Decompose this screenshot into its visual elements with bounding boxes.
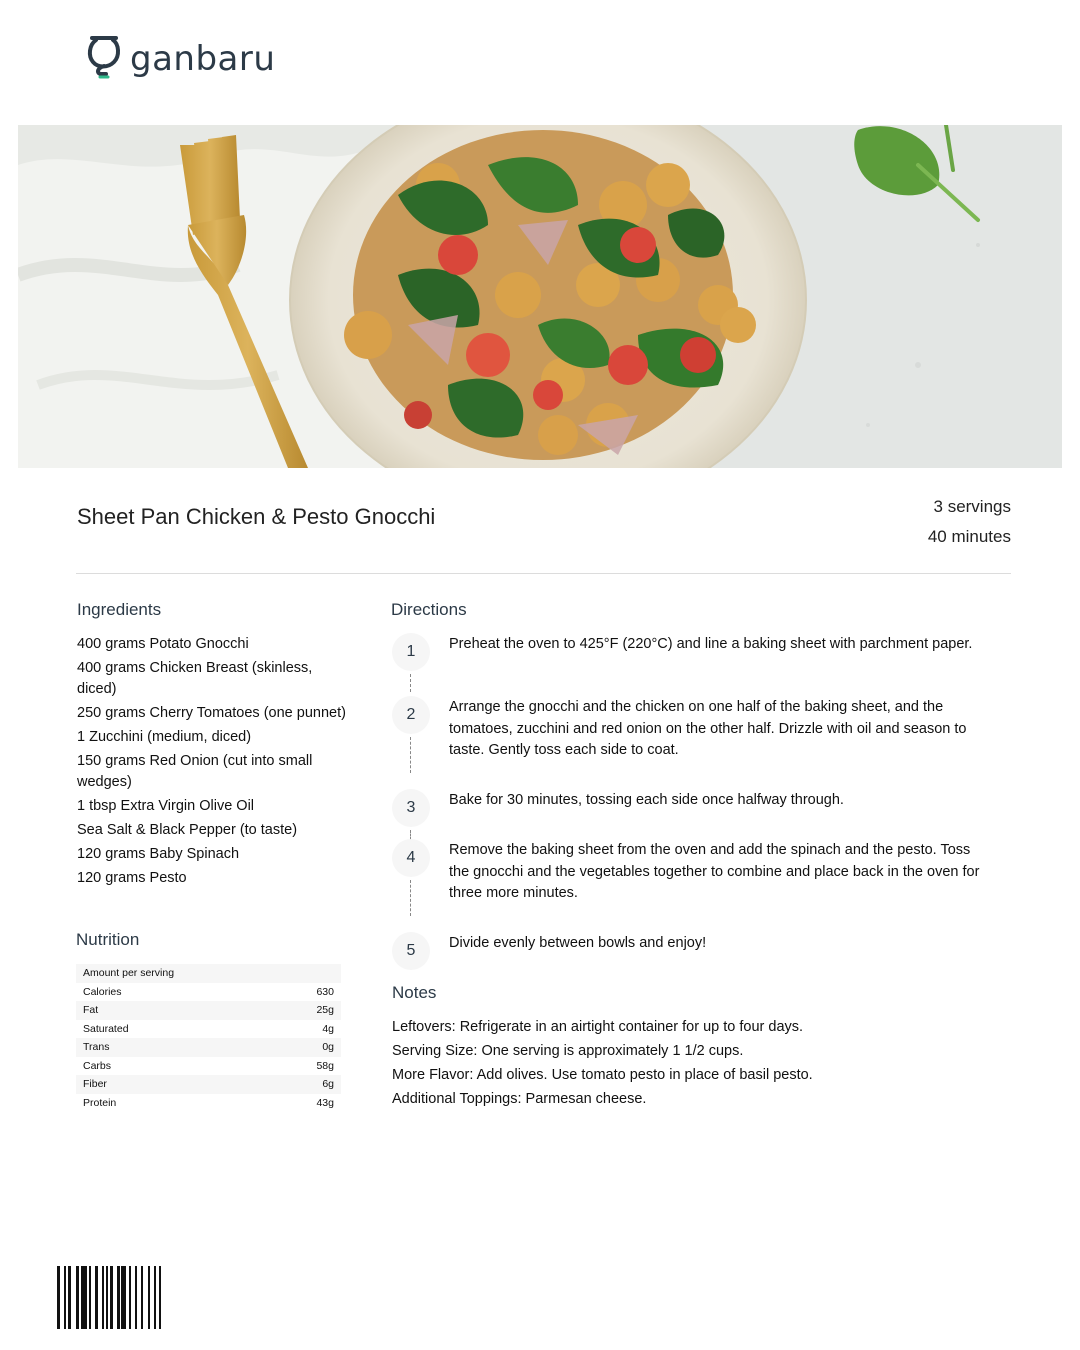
cook-time: 40 minutes <box>927 527 1011 546</box>
step-connector <box>410 880 411 916</box>
step-number: 5 <box>392 932 430 970</box>
step-connector <box>410 737 411 773</box>
note-item: Serving Size: One serving is approximately 1 1/2 cups. <box>392 1043 744 1059</box>
nutrition-row <box>76 1038 341 1057</box>
ingredient-item: Sea Salt & Black Pepper (to taste) <box>77 822 298 838</box>
ganbaru-logo-icon <box>86 34 122 80</box>
ingredient-item: 250 grams Cherry Tomatoes (one punnet) <box>77 705 346 721</box>
step-number: 3 <box>392 789 430 827</box>
nutrition-row <box>76 1057 341 1076</box>
nutrient-label: Carbs <box>83 1059 112 1072</box>
ingredient-item: 120 grams Baby Spinach <box>77 846 240 862</box>
direction-step <box>391 697 991 790</box>
directions-section <box>391 600 991 973</box>
nutrient-label: Fat <box>83 1004 99 1017</box>
step-text: Remove the baking sheet from the oven and add the spinach and the pesto. Toss the gnocchi and the vegetables together to combine and place back in the oven for three more minutes. <box>449 842 980 901</box>
step-number: 1 <box>392 633 430 671</box>
ingredient-item: 120 grams Pesto <box>77 870 187 886</box>
step-text: Divide evenly between bowls and enjoy! <box>449 935 707 951</box>
nutrition-header-row <box>76 964 341 983</box>
nutrition-section <box>76 930 342 1112</box>
note-item: Leftovers: Refrigerate in an airtight container for up to four days. <box>392 1019 804 1035</box>
nutrient-label: Fiber <box>83 1078 107 1091</box>
nutrition-heading: Nutrition <box>76 930 140 949</box>
nutrition-header-label: Amount per serving <box>83 967 175 980</box>
hero-image <box>18 125 1062 468</box>
brand-name: ganbaru <box>130 39 276 79</box>
ingredients-section <box>77 600 347 892</box>
notes-section <box>392 983 992 1113</box>
nutrient-label: Saturated <box>83 1022 129 1035</box>
nutrition-row <box>76 1020 341 1039</box>
note-item: More Flavor: Add olives. Use tomato pesto in place of basil pesto. <box>392 1067 813 1083</box>
recipe-meta <box>928 492 1011 552</box>
nutrition-row <box>76 1001 341 1020</box>
step-connector <box>410 674 411 692</box>
direction-step <box>391 840 991 933</box>
step-text: Preheat the oven to 425°F (220°C) and line a baking sheet with parchment paper. <box>449 636 973 652</box>
ingredient-item: 1 tbsp Extra Virgin Olive Oil <box>77 798 255 814</box>
step-text: Arrange the gnocchi and the chicken on one half of the baking sheet, and the tomatoes, zucchini and red onion on the other half. Drizzle with oil and season to taste. Gently toss each side to coat. <box>449 699 967 758</box>
nutrient-value: 58g <box>316 1059 334 1072</box>
ingredients-heading: Ingredients <box>77 600 162 619</box>
nutrient-label: Calories <box>83 985 122 998</box>
ingredient-item: 400 grams Chicken Breast (skinless, diced) <box>77 660 313 697</box>
nutrition-table <box>76 964 341 1112</box>
note-item: Additional Toppings: Parmesan cheese. <box>392 1091 647 1107</box>
step-number: 2 <box>392 696 430 734</box>
ingredient-item: 1 Zucchini (medium, diced) <box>77 729 252 745</box>
nutrient-value: 630 <box>316 985 334 998</box>
ingredient-item: 400 grams Potato Gnocchi <box>77 636 249 652</box>
direction-step <box>391 634 991 697</box>
ingredient-item: 150 grams Red Onion (cut into small wedges) <box>77 753 313 790</box>
nutrient-value: 43g <box>316 1096 334 1109</box>
step-text: Bake for 30 minutes, tossing each side once halfway through. <box>449 792 844 808</box>
direction-step <box>391 933 991 973</box>
nutrient-value: 6g <box>322 1078 334 1091</box>
notes-heading: Notes <box>392 983 437 1002</box>
nutrition-row <box>76 1094 341 1113</box>
recipe-title: Sheet Pan Chicken & Pesto Gnocchi <box>77 504 436 529</box>
nutrition-row <box>76 1075 341 1094</box>
nutrition-row <box>76 983 341 1002</box>
divider <box>76 573 1011 574</box>
nutrient-value: 0g <box>322 1041 334 1054</box>
barcode-icon <box>57 1266 161 1329</box>
step-number: 4 <box>392 839 430 877</box>
direction-step <box>391 790 991 840</box>
brand-logo <box>86 34 275 80</box>
directions-heading: Directions <box>391 600 467 619</box>
servings: 3 servings <box>933 497 1011 516</box>
nutrient-value: 4g <box>322 1022 334 1035</box>
nutrient-value: 25g <box>316 1004 334 1017</box>
nutrient-label: Protein <box>83 1096 117 1109</box>
nutrient-label: Trans <box>83 1041 110 1054</box>
recipe-photo <box>18 125 1062 468</box>
